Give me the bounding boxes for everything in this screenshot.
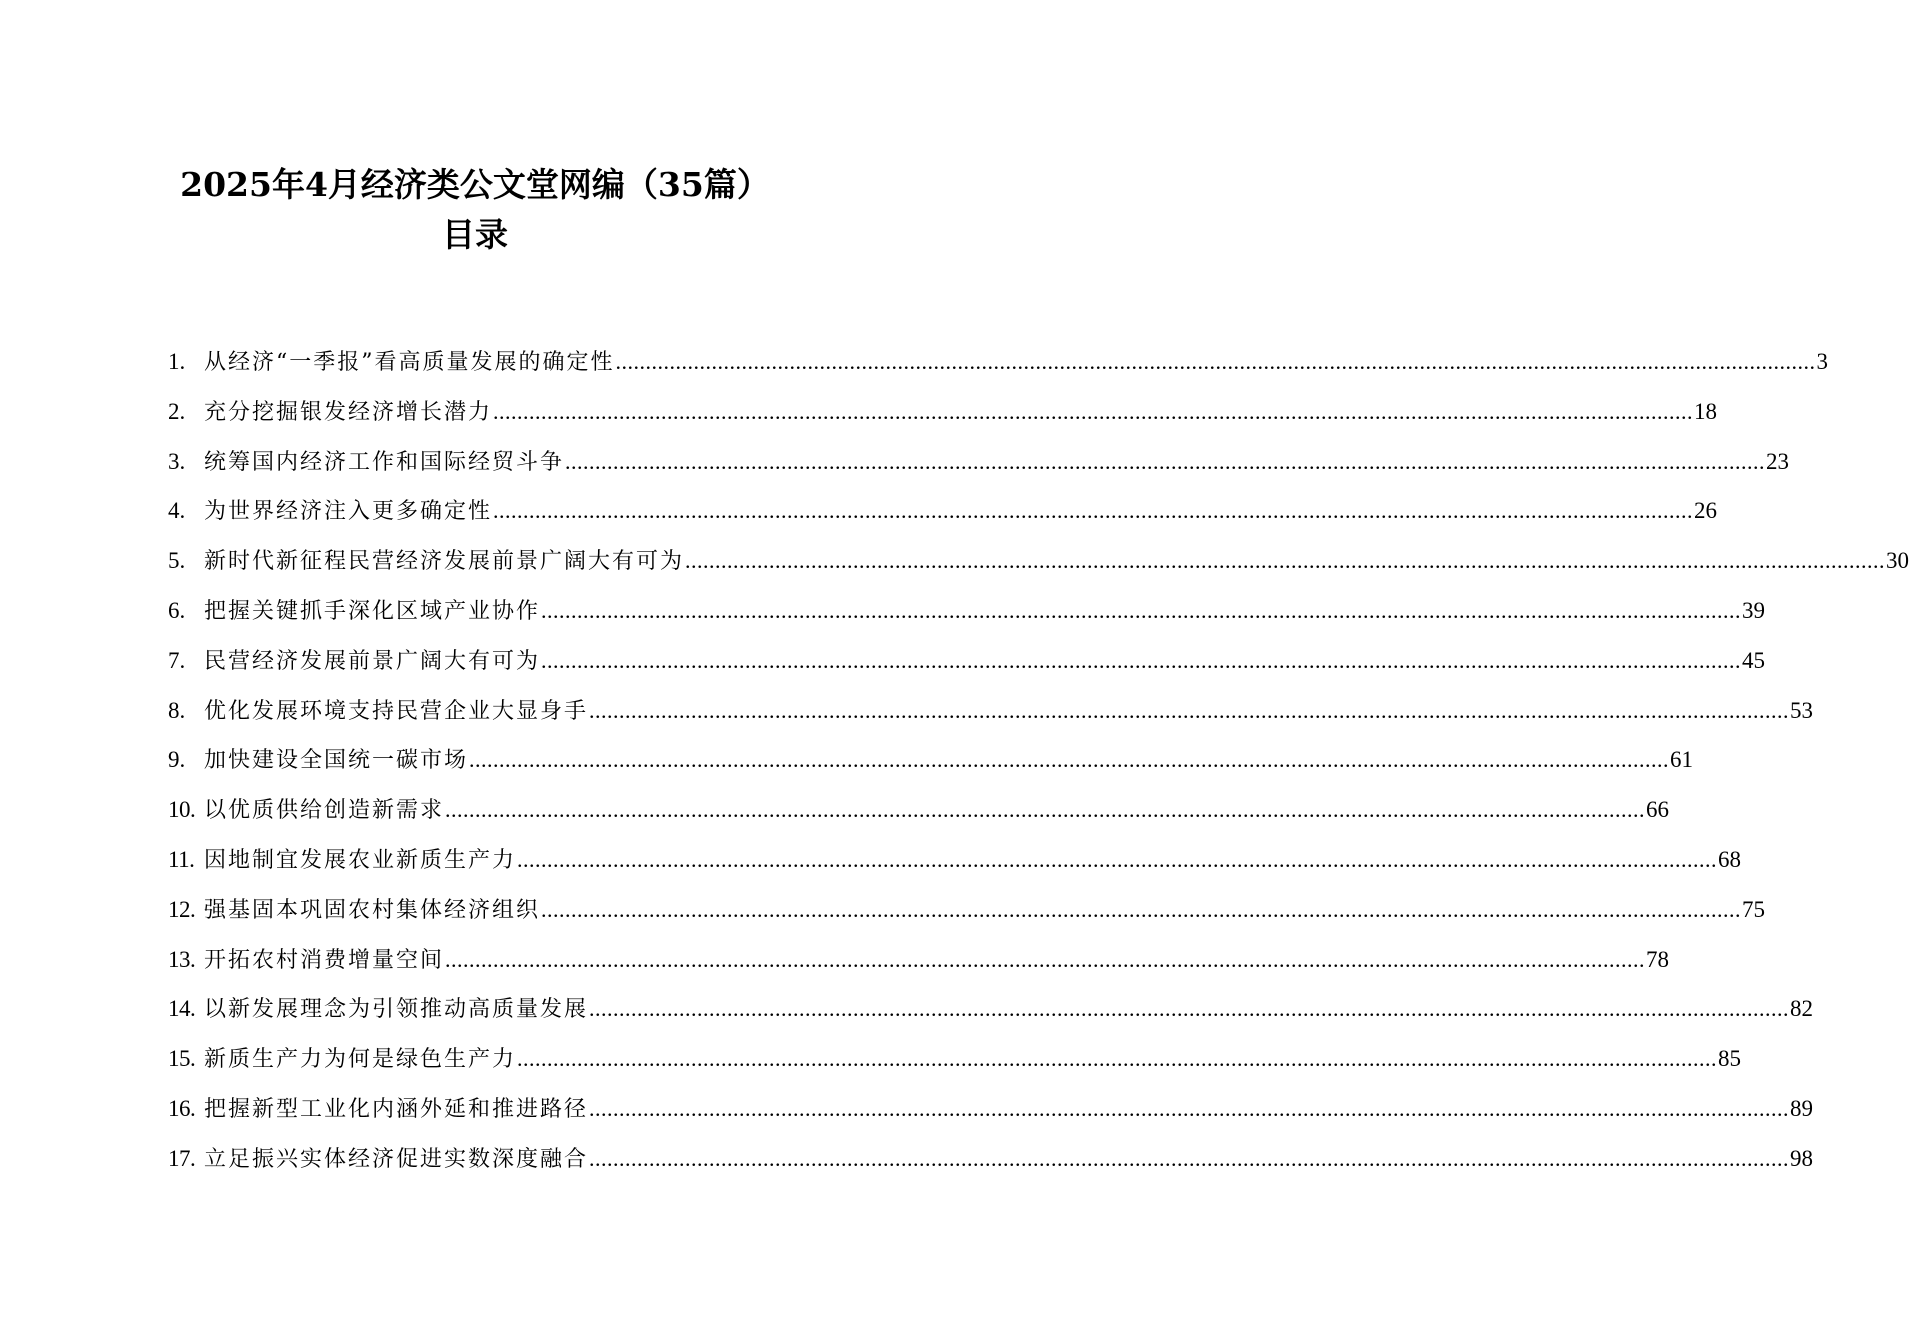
- toc-entry-title: 把握新型工业化内涵外延和推进路径: [204, 1096, 589, 1122]
- toc-entry-number: 2.: [168, 398, 186, 424]
- toc-entry-page-number: 75: [1742, 896, 1766, 922]
- toc-entry-title: 统筹国内经济工作和国际经贸斗争: [204, 449, 565, 475]
- toc-entry-title: 强基固本巩固农村集体经济组织: [204, 897, 541, 923]
- toc-entry-title: 为世界经济注入更多确定性: [204, 499, 493, 525]
- toc-entry-page-number: 98: [1790, 1145, 1814, 1171]
- toc-entry[interactable]: [168, 493, 1718, 543]
- toc-entry-page-number: 30: [1886, 548, 1909, 574]
- toc-entry[interactable]: [168, 792, 1670, 842]
- toc-dot-leader: ........................................................................................................................................................................................................: [589, 1145, 1790, 1171]
- toc-entry-page-number: 82: [1790, 996, 1814, 1022]
- toc-entry-page-number: 26: [1694, 498, 1718, 524]
- toc-entry-number: 13.: [168, 946, 196, 972]
- toc-entry[interactable]: [168, 991, 1814, 1041]
- toc-entry-number: 17.: [168, 1145, 196, 1171]
- toc-entry[interactable]: [168, 1041, 1742, 1091]
- toc-entry-title: 加快建设全国统一碳市场: [204, 748, 469, 774]
- toc-dot-leader: ........................................................................................................................................................................................................: [589, 996, 1790, 1022]
- toc-entry-title: 立足振兴实体经济促进实数深度融合: [204, 1146, 589, 1172]
- toc-entry-number: 16.: [168, 1095, 196, 1121]
- toc-entry-title: 优化发展环境支持民营企业大显身手: [204, 698, 589, 724]
- toc-entry-title: 以新发展理念为引领推动高质量发展: [204, 997, 589, 1023]
- toc-dot-leader: ........................................................................................................................................................................................................: [589, 697, 1790, 723]
- toc-entry-number: 3.: [168, 448, 186, 474]
- toc-entry[interactable]: [168, 593, 1766, 643]
- toc-entry-page-number: 39: [1742, 597, 1766, 623]
- toc-entry-title: 新质生产力为何是绿色生产力: [204, 1047, 517, 1073]
- toc-dot-leader: ........................................................................................................................................................................................................: [685, 548, 1886, 574]
- toc-entry-page-number: 3: [1816, 349, 1828, 374]
- toc-entry-number: 6.: [168, 597, 186, 623]
- toc-entry-title: 新时代新征程民营经济发展前景广阔大有可为: [204, 549, 685, 575]
- toc-entry[interactable]: [168, 643, 1766, 693]
- toc-entry-page-number: 53: [1790, 697, 1814, 723]
- toc-entry-title: 从经济“一季报”看高质量发展的确定性: [204, 350, 615, 375]
- toc-dot-leader: ........................................................................................................................................................................................................: [517, 846, 1718, 872]
- toc-dot-leader: ........................................................................................................................................................................................................: [493, 498, 1694, 524]
- toc-dot-leader: ........................................................................................................................................................................................................: [445, 797, 1646, 823]
- toc-entry-page-number: 85: [1718, 1046, 1742, 1072]
- toc-entry-number: 5.: [168, 548, 186, 574]
- toc-entry-page-number: 23: [1766, 448, 1790, 474]
- toc-dot-leader: ........................................................................................................................................................................................................: [541, 896, 1742, 922]
- toc-entry-title: 民营经济发展前景广阔大有可为: [204, 648, 541, 674]
- toc-entry[interactable]: [168, 444, 1790, 494]
- toc-entry[interactable]: [168, 892, 1766, 942]
- toc-dot-leader: ........................................................................................................................................................................................................: [541, 597, 1742, 623]
- toc-entry-page-number: 78: [1646, 946, 1670, 972]
- toc-entry[interactable]: [168, 344, 1828, 394]
- toc-entry[interactable]: [168, 842, 1742, 892]
- toc-entry-page-number: 45: [1742, 647, 1766, 673]
- toc-dot-leader: ........................................................................................................................................................................................................: [615, 349, 1816, 374]
- toc-entry[interactable]: [168, 742, 1694, 792]
- toc-entry[interactable]: [168, 1141, 1814, 1191]
- toc-entry-number: 7.: [168, 647, 186, 673]
- toc-entry-title: 因地制宜发展农业新质生产力: [204, 847, 517, 873]
- toc-entry[interactable]: [168, 543, 1909, 593]
- toc-entry-number: 9.: [168, 747, 186, 773]
- toc-entry-page-number: 61: [1670, 747, 1694, 773]
- toc-entry-title: 把握关键抓手深化区域产业协作: [204, 598, 541, 624]
- toc-entry-number: 14.: [168, 996, 196, 1022]
- toc-dot-leader: ........................................................................................................................................................................................................: [565, 448, 1766, 474]
- toc-entry-page-number: 66: [1646, 797, 1670, 823]
- toc-entry-page-number: 18: [1694, 398, 1718, 424]
- toc-entry[interactable]: [168, 1091, 1814, 1141]
- toc-entry-title: 开拓农村消费增量空间: [204, 947, 445, 973]
- toc-entry[interactable]: [168, 394, 1718, 444]
- toc-entry-number: 15.: [168, 1046, 196, 1072]
- toc-entry[interactable]: [168, 693, 1814, 743]
- table-of-contents: [168, 344, 1909, 1191]
- toc-entry-page-number: 89: [1790, 1095, 1814, 1121]
- toc-dot-leader: ........................................................................................................................................................................................................: [445, 946, 1646, 972]
- toc-dot-leader: ........................................................................................................................................................................................................: [493, 398, 1694, 424]
- toc-heading: 目录: [442, 215, 508, 254]
- toc-entry-number: 4.: [168, 498, 186, 524]
- toc-entry-number: 12.: [168, 896, 196, 922]
- toc-entry-page-number: 68: [1718, 846, 1742, 872]
- toc-entry[interactable]: [168, 942, 1670, 992]
- toc-entry-number: 1.: [168, 349, 186, 374]
- toc-dot-leader: ........................................................................................................................................................................................................: [589, 1095, 1790, 1121]
- document-title: 2025年4月经济类公文堂网编（35篇）: [180, 165, 770, 204]
- toc-entry-number: 8.: [168, 697, 186, 723]
- toc-entry-number: 10.: [168, 797, 196, 823]
- toc-entry-title: 以优质供给创造新需求: [204, 798, 445, 824]
- toc-dot-leader: ........................................................................................................................................................................................................: [469, 747, 1670, 773]
- toc-dot-leader: ........................................................................................................................................................................................................: [517, 1046, 1718, 1072]
- toc-entry-title: 充分挖掘银发经济增长潜力: [204, 399, 493, 425]
- toc-dot-leader: ........................................................................................................................................................................................................: [541, 647, 1742, 673]
- toc-entry-number: 11.: [168, 846, 195, 872]
